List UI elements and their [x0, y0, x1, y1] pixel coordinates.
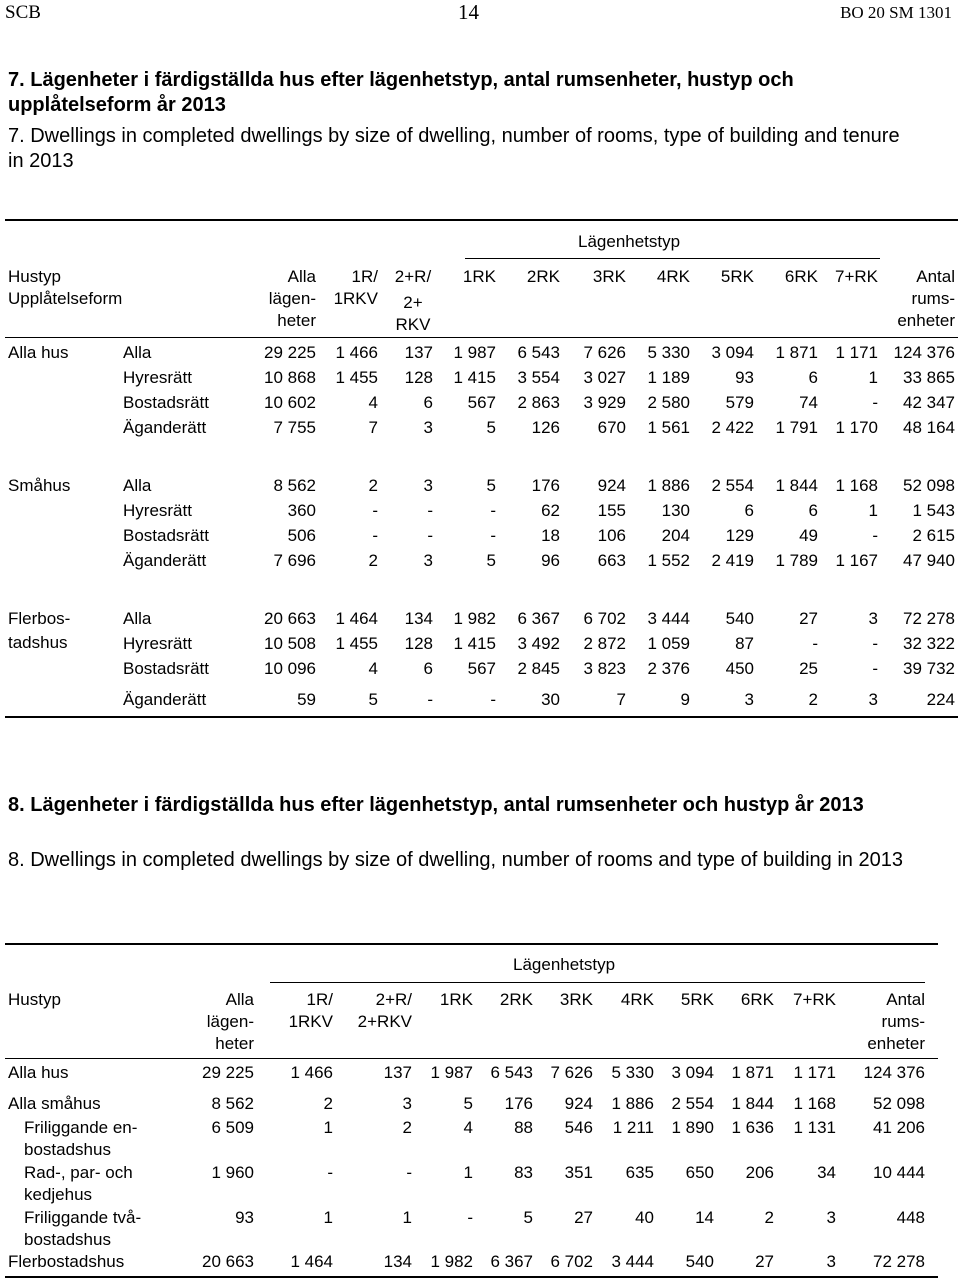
table8-cell: 1 [323, 1118, 333, 1137]
table7-cell: 2 [808, 690, 818, 709]
table7-group-name: Alla hus [8, 343, 69, 362]
table8-cell: 20 663 [202, 1252, 254, 1271]
table8-cell: 3 [402, 1094, 412, 1113]
table7-cell: 20 663 [264, 609, 316, 628]
table7-cell: - [490, 501, 496, 520]
table8-title: 8. Lägenheter i färdigställda hus efter lägenhetstyp, antal rumsenheter och hustyp år 2013 [8, 794, 864, 816]
table7-cell: 1 171 [835, 343, 878, 362]
table8-cell: 1 131 [793, 1118, 836, 1137]
table7-cell: - [872, 659, 878, 678]
table7-cell: 1 168 [835, 476, 878, 495]
page-number: 14 [458, 0, 479, 24]
header-publisher: SCB [5, 2, 41, 23]
table8-cell: 27 [574, 1208, 593, 1227]
table8-colhead-antal: Antal [886, 990, 925, 1009]
table7-cell: 3 492 [517, 634, 560, 653]
table7-cell: - [872, 526, 878, 545]
table8-cell: 6 543 [490, 1063, 533, 1082]
table8-cell: - [406, 1163, 412, 1182]
table7-bottom-rule [5, 716, 958, 718]
table7-cell: 7 626 [583, 343, 626, 362]
table7-cell: 176 [531, 476, 560, 495]
table8-bottom-rule [5, 1276, 938, 1278]
table7-cell: 6 [744, 501, 754, 520]
table8-cell: 10 444 [873, 1163, 925, 1182]
table7-cell: 1 415 [453, 368, 496, 387]
table8-cell: 3 [826, 1252, 836, 1271]
table8-cell: 14 [695, 1208, 714, 1227]
table8-cell: 41 206 [873, 1118, 925, 1137]
table8-row-label: bostadshus [24, 1230, 111, 1249]
table7-cell: - [372, 501, 378, 520]
table8-cell: 137 [383, 1063, 412, 1082]
table7-row-label: Äganderätt [123, 551, 207, 570]
table8-cell: 5 [463, 1094, 473, 1113]
table7-cell: 7 [616, 690, 626, 709]
table7-cell: 9 [680, 690, 690, 709]
table7-cell: 3 [423, 418, 433, 437]
table7-group-name: tadshus [8, 633, 68, 652]
table7-cell: 124 376 [893, 343, 955, 362]
table7-cell: 1 189 [647, 368, 690, 387]
table8-cell: 924 [564, 1094, 593, 1113]
table7-cell: - [427, 690, 433, 709]
table7-cell: 2 419 [711, 551, 754, 570]
table7-cell: 450 [725, 659, 754, 678]
table8-cell: 34 [817, 1163, 836, 1182]
table8-cell: 2 554 [671, 1094, 714, 1113]
table7-cell: 18 [541, 526, 560, 545]
table7-colhead-2r: RKV [395, 315, 431, 334]
table7-colhead-antal: Antal [916, 267, 955, 286]
table8-cell: 4 [463, 1118, 473, 1137]
table7-cell: 59 [297, 690, 316, 709]
table7-cell: 27 [799, 609, 818, 628]
table8-cell: 72 278 [873, 1252, 925, 1271]
table8-cell: 134 [383, 1252, 412, 1271]
table7-row-label: Alla [123, 609, 152, 628]
table7-cell: 1 [868, 501, 878, 520]
table7-cell: 155 [597, 501, 626, 520]
table7-cell: 1 455 [335, 634, 378, 653]
table7-cell: 1 [868, 368, 878, 387]
table8-cell: 1 [402, 1208, 412, 1227]
table8-cell: 3 444 [611, 1252, 654, 1271]
table8-head-rule [5, 1058, 938, 1059]
table7-cell: 3 [868, 690, 878, 709]
table8-cell: 1 871 [731, 1063, 774, 1082]
table7-cell: 2 422 [711, 418, 754, 437]
table7-row-label: Äganderätt [123, 690, 207, 709]
table7-row-label: Hyresrätt [123, 368, 192, 387]
table8-cell: 351 [564, 1163, 593, 1182]
table7-cell: - [872, 634, 878, 653]
table7-title: 7. Lägenheter i färdigställda hus efter lägenhetstyp, antal rumsenheter, hustyp och upplåtelseform år 2013 [8, 69, 794, 116]
table8-cell: 6 509 [211, 1118, 254, 1137]
table7-cell: 1 561 [647, 418, 690, 437]
table7-cell: 5 [486, 418, 496, 437]
table7-cell: 2 [368, 476, 378, 495]
table7-cell: 3 [423, 476, 433, 495]
table7-cell: 2 863 [517, 393, 560, 412]
table7-row-label: Hyresrätt [123, 501, 192, 520]
table7-cell: 2 872 [583, 634, 626, 653]
table7-cell: - [372, 526, 378, 545]
table7-head-rule [5, 337, 958, 338]
table8-colhead-2r: 2+R/ [375, 990, 412, 1009]
table7-row-label: Bostadsrätt [123, 526, 209, 545]
table8-subtitle: 8. Dwellings in completed dwellings by size of dwelling, number of rooms and type of building in 2013 [8, 849, 903, 871]
table7-cell: 6 [808, 501, 818, 520]
table7-cell: 1 455 [335, 368, 378, 387]
table7-colhead-alla: heter [277, 311, 316, 330]
header-series: BO 20 SM 1301 [840, 3, 952, 22]
table8-row-label: Alla hus [8, 1063, 69, 1082]
table7-cell: 4 [368, 393, 378, 412]
table7-cell: - [427, 526, 433, 545]
table8-cell: 1 844 [731, 1094, 774, 1113]
table7-row-label: Äganderätt [123, 418, 207, 437]
table8-cell: 1 [463, 1163, 473, 1182]
table7-colhead-antal: enheter [897, 311, 955, 330]
table7-colhead-1rk: 1RK [462, 267, 496, 286]
table8-colhead-1r: 1RKV [288, 1012, 333, 1031]
table7-cell: 10 868 [264, 368, 316, 387]
table8-cell: - [327, 1163, 333, 1182]
table7-cell: 10 096 [264, 659, 316, 678]
table7-cell: 134 [404, 609, 433, 628]
table8-cell: 8 562 [211, 1094, 254, 1113]
table8-cell: - [467, 1208, 473, 1227]
table7-cell: 670 [597, 418, 626, 437]
table7-cell: 1 987 [453, 343, 496, 362]
table7-row-label: Alla [123, 476, 152, 495]
table8-colhead-5rk: 5RK [680, 990, 714, 1009]
table7-cell: - [490, 526, 496, 545]
table7-cell: 567 [467, 393, 496, 412]
table7-cell: 1 167 [835, 551, 878, 570]
table7-cell: 3 [423, 551, 433, 570]
table7-cell: 128 [404, 368, 433, 387]
table7-cell: 1 543 [912, 501, 955, 520]
table7-cell: 130 [661, 501, 690, 520]
table8-cell: 6 702 [550, 1252, 593, 1271]
table8-cell: 650 [685, 1163, 714, 1182]
table7-cell: 360 [287, 501, 316, 520]
table7-cell: 2 554 [711, 476, 754, 495]
table8-cell: 1 982 [430, 1252, 473, 1271]
table7-top-rule [5, 219, 958, 221]
table7-cell: 62 [541, 501, 560, 520]
table7-cell: 6 [808, 368, 818, 387]
table7-cell: 567 [467, 659, 496, 678]
table7-colhead-3rk: 3RK [592, 267, 626, 286]
table8-group-rule [270, 982, 925, 983]
table8-colhead-3rk: 3RK [559, 990, 593, 1009]
table7-colhead-2r: 2+R/ [394, 267, 432, 286]
table7-cell: 924 [597, 476, 626, 495]
table7-cell: 2 376 [647, 659, 690, 678]
table7-cell: 1 552 [647, 551, 690, 570]
table8-cell: 176 [504, 1094, 533, 1113]
table7-cell: 29 225 [264, 343, 316, 362]
table7-row-label: Alla [123, 343, 152, 362]
table7-cell: 1 791 [775, 418, 818, 437]
table7-cell: 5 [486, 551, 496, 570]
table7-cell: 1 059 [647, 634, 690, 653]
table7-cell: 506 [287, 526, 316, 545]
table7-cell: 204 [661, 526, 690, 545]
table7-cell: 224 [926, 690, 955, 709]
table7-cell: 1 871 [775, 343, 818, 362]
table7-cell: 3 [744, 690, 754, 709]
table8-row-label: Friliggande en- [24, 1118, 138, 1137]
table7-colhead-antal: rums- [911, 289, 955, 308]
table7-cell: 32 322 [903, 634, 955, 653]
table8-cell: 1 466 [290, 1063, 333, 1082]
table7-cell: - [872, 393, 878, 412]
table7-cell: 663 [597, 551, 626, 570]
table8-cell: 2 [764, 1208, 774, 1227]
table8-cell: 1 [323, 1208, 333, 1227]
table8-stub-hustyp: Hustyp [8, 990, 61, 1009]
table8-cell: 3 094 [671, 1063, 714, 1082]
table7-cell: 1 415 [453, 634, 496, 653]
table8-cell: 540 [685, 1252, 714, 1271]
table8-cell: 124 376 [863, 1063, 925, 1082]
table8-top-rule [5, 943, 938, 945]
table7-cell: 33 865 [903, 368, 955, 387]
table7-cell: 3 554 [517, 368, 560, 387]
table7-row-label: Hyresrätt [123, 634, 192, 653]
table8-row-label: kedjehus [24, 1185, 93, 1204]
table7-cell: 10 508 [264, 634, 316, 653]
table8-cell: 1 171 [793, 1063, 836, 1082]
table7-cell: 540 [725, 609, 754, 628]
table8-cell: 52 098 [873, 1094, 925, 1113]
table7-cell: 6 543 [517, 343, 560, 362]
table8-colhead-4rk: 4RK [620, 990, 654, 1009]
table7-cell: 2 615 [912, 526, 955, 545]
table7-cell: 579 [725, 393, 754, 412]
table7-cell: 52 098 [903, 476, 955, 495]
table7-cell: 5 [486, 476, 496, 495]
table7-cell: 74 [799, 393, 818, 412]
table7-cell: 93 [735, 368, 754, 387]
table8-row-label: Flerbostadshus [8, 1252, 125, 1271]
table7-colhead-1r: 1RKV [333, 289, 378, 308]
table7-group-header: Lägenhetstyp [578, 232, 681, 251]
table8-cell: 1 168 [793, 1094, 836, 1113]
table7-stub-upplatelseform: Upplåtelseform [8, 289, 123, 308]
table7-cell: 128 [404, 634, 433, 653]
table8-group-header: Lägenhetstyp [513, 955, 616, 974]
table7-group-rule [465, 258, 880, 259]
table8-cell: 635 [625, 1163, 654, 1182]
table8-colhead-1r: 1R/ [306, 990, 333, 1009]
table8-row-label: bostadshus [24, 1140, 111, 1159]
table7-cell: 1 844 [775, 476, 818, 495]
table8-row-label: Alla småhus [8, 1094, 101, 1113]
table8-cell: 3 [826, 1208, 836, 1227]
table8-cell: 1 890 [671, 1118, 714, 1137]
table8-cell: 1 464 [290, 1252, 333, 1271]
table7-cell: 5 [368, 690, 378, 709]
table8-cell: 5 330 [611, 1063, 654, 1082]
table8-cell: 2 [323, 1094, 333, 1113]
table7-cell: 6 [423, 659, 433, 678]
table8-cell: 1 211 [612, 1118, 654, 1137]
table8-cell: 6 367 [490, 1252, 533, 1271]
table7-colhead-2rk: 2RK [526, 267, 560, 286]
table7-cell: 48 164 [903, 418, 955, 437]
table7-colhead-7+rk: 7+RK [835, 267, 878, 286]
table7-stub-hustyp: Hustyp [8, 267, 61, 286]
table8-cell: 88 [514, 1118, 533, 1137]
table7-cell: 2 580 [647, 393, 690, 412]
table7-cell: 7 755 [273, 418, 316, 437]
table8-cell: 93 [235, 1208, 254, 1227]
table8-colhead-antal: enheter [867, 1034, 925, 1053]
table7-cell: 129 [725, 526, 754, 545]
table7-cell: 25 [799, 659, 818, 678]
table7-cell: 1 982 [453, 609, 496, 628]
table7-cell: 7 696 [273, 551, 316, 570]
table8-cell: 40 [635, 1208, 654, 1227]
table7-colhead-1r: 1R/ [351, 267, 378, 286]
table7-cell: - [490, 690, 496, 709]
table7-row-label: Bostadsrätt [123, 393, 209, 412]
table7-cell: 39 732 [903, 659, 955, 678]
table7-colhead-2r: 2+ [403, 293, 423, 312]
table7-cell: 3 444 [647, 609, 690, 628]
table7-cell: 3 094 [711, 343, 754, 362]
table7-cell: 1 464 [335, 609, 378, 628]
table7-cell: 6 702 [583, 609, 626, 628]
table8-cell: 546 [564, 1118, 593, 1137]
table7-cell: 137 [404, 343, 433, 362]
table7-colhead-5rk: 5RK [720, 267, 754, 286]
table8-colhead-6rk: 6RK [740, 990, 774, 1009]
table7-cell: 2 [368, 551, 378, 570]
table8-colhead-alla: heter [215, 1034, 254, 1053]
table7-cell: 1 466 [335, 343, 378, 362]
table7-cell: 42 347 [903, 393, 955, 412]
table8-colhead-alla: lägen- [206, 1012, 254, 1031]
table8-cell: 1 636 [731, 1118, 774, 1137]
table7-cell: 1 170 [835, 418, 878, 437]
table8-row-label: Friliggande två- [24, 1208, 142, 1227]
table7-cell: 4 [368, 659, 378, 678]
table7-colhead-4rk: 4RK [656, 267, 690, 286]
table7-cell: 7 [368, 418, 378, 437]
table8-colhead-1rk: 1RK [439, 990, 473, 1009]
table8-cell: 29 225 [202, 1063, 254, 1082]
table7-colhead-alla: lägen- [268, 289, 316, 308]
table8-colhead-2r: 2+RKV [357, 1012, 412, 1031]
table8-cell: 2 [402, 1118, 412, 1137]
table7-cell: - [812, 634, 818, 653]
table7-cell: 3 027 [583, 368, 626, 387]
table8-colhead-antal: rums- [881, 1012, 925, 1031]
table7-cell: 47 940 [903, 551, 955, 570]
table7-cell: 5 330 [647, 343, 690, 362]
table7-cell: 49 [799, 526, 818, 545]
table8-cell: 5 [523, 1208, 533, 1227]
table7-cell: 72 278 [903, 609, 955, 628]
table7-colhead-alla: Alla [287, 267, 316, 286]
table7-cell: 30 [541, 690, 560, 709]
table8-row-label: Rad-, par- och [24, 1163, 133, 1182]
table7-cell: 3 823 [583, 659, 626, 678]
table7-cell: 126 [531, 418, 560, 437]
table7-cell: 87 [735, 634, 754, 653]
table7-cell: 1 886 [647, 476, 690, 495]
table7-cell: 8 562 [273, 476, 316, 495]
table7-cell: 106 [597, 526, 626, 545]
table8-cell: 1 987 [430, 1063, 473, 1082]
table8-colhead-7+rk: 7+RK [793, 990, 836, 1009]
table8-colhead-alla: Alla [225, 990, 254, 1009]
table7-cell: 10 602 [264, 393, 316, 412]
table7-cell: 3 [868, 609, 878, 628]
table7-cell: 6 [423, 393, 433, 412]
table8-cell: 1 886 [611, 1094, 654, 1113]
table8-cell: 448 [896, 1208, 925, 1227]
table8-colhead-2rk: 2RK [499, 990, 533, 1009]
table8-cell: 1 960 [211, 1163, 254, 1182]
table7-cell: 3 929 [583, 393, 626, 412]
table7-colhead-6rk: 6RK [784, 267, 818, 286]
table7-subtitle: 7. Dwellings in completed dwellings by size of dwelling, number of rooms, type of building and tenure in 2013 [8, 125, 900, 172]
table7-cell: 6 367 [517, 609, 560, 628]
table8-cell: 83 [514, 1163, 533, 1182]
table8-cell: 7 626 [550, 1063, 593, 1082]
table7-cell: 1 789 [775, 551, 818, 570]
table7-group-name: Småhus [8, 476, 71, 495]
table8-cell: 206 [745, 1163, 774, 1182]
table7-cell: 2 845 [517, 659, 560, 678]
table8-cell: 27 [755, 1252, 774, 1271]
table7-group-name: Flerbos- [8, 609, 71, 628]
table7-cell: - [427, 501, 433, 520]
table7-row-label: Bostadsrätt [123, 659, 209, 678]
table7-cell: 96 [541, 551, 560, 570]
